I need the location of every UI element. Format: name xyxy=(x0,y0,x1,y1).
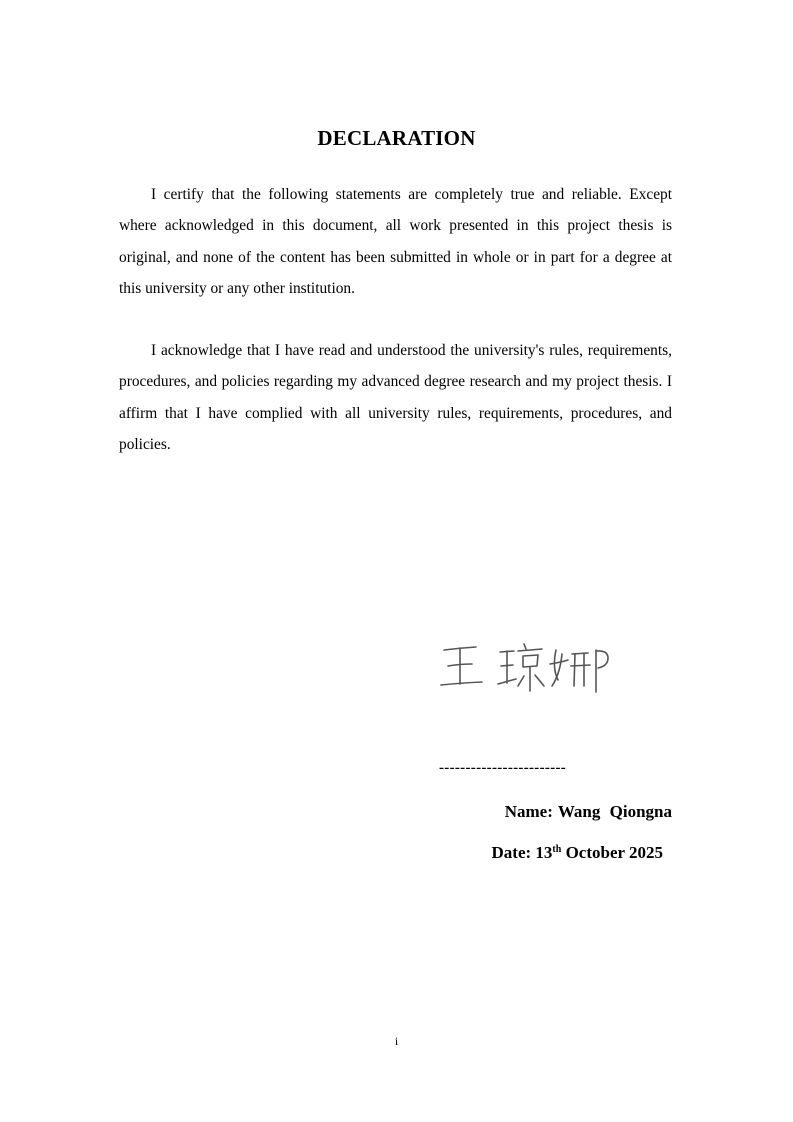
date-day: 13 xyxy=(535,843,553,862)
page-title: DECLARATION xyxy=(317,126,476,150)
name-field xyxy=(505,802,672,822)
handwritten-signature xyxy=(438,636,638,696)
signature-line: ------------------------ xyxy=(439,760,567,776)
name-value: Wang Qiongna xyxy=(557,802,672,821)
date-label: Date: xyxy=(491,843,532,862)
declaration-paragraph-1: I certify that the following statements are completely true and reliable. Except where acknowledged in this document, all work presented in this project thesis is original, and none of the content has been submitted in whole or in part for a degree at this university or any other institution. xyxy=(119,186,672,297)
date-rest: October 2025 xyxy=(565,843,663,862)
date-ordinal: th xyxy=(552,844,562,855)
page-number: i xyxy=(394,1034,399,1048)
declaration-paragraph-2: I acknowledge that I have read and understood the university's rules, requirements, procedures, and policies regarding my advanced degree research and my project thesis. I affirm that I have complied with all university rules, requirements, procedures, and policies. xyxy=(119,342,672,453)
date-field xyxy=(492,843,663,863)
name-label: Name: xyxy=(504,802,553,821)
